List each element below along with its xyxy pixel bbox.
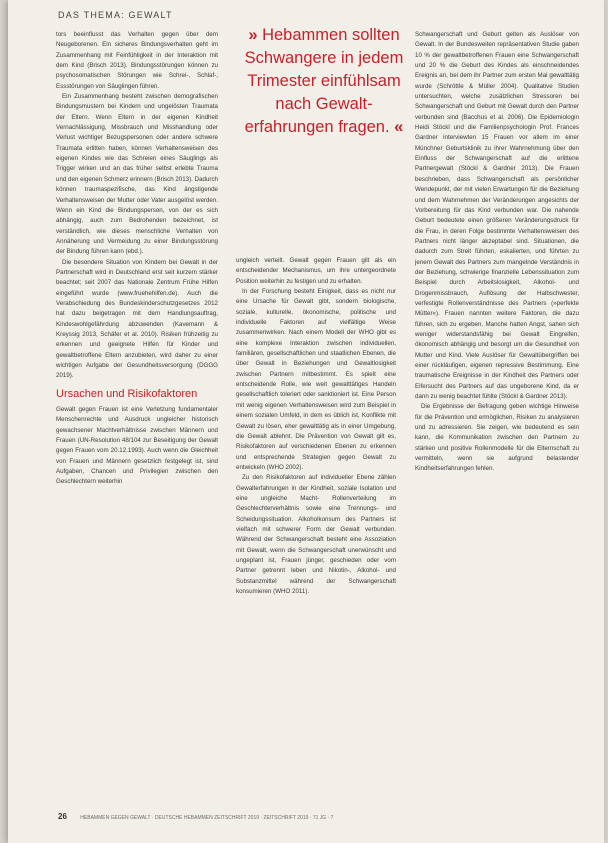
pull-quote: [244, 24, 404, 139]
magazine-page: [8, 0, 604, 843]
quote-close-mark: «: [394, 118, 404, 136]
paragraph: Zu den Risikofaktoren auf individueller Ebene zählen Gewalterfahrungen in der Kindheit, soziale Isolation und eine ungleiche Macht- Rollenverteilung im Geschlechterverhältnis sowie eine Trennungs- und Scheidungssituation. Alkoholkonsum des Partners ist vielfach mit schwerer Form der Gewalt verbunden. Während der Schwangerschaft besteht eine Assoziation mit Gewalt, wenn die Schwangerschaft unerwünscht und ungeplant ist, Frauen jünger, geschieden oder vom Partner getrennt leben und Nikotin-, Alkohol- und Substanzmittel während der Schwangerschaft konsumieren (WHO 2011).: [236, 474, 396, 595]
text-column-left: [56, 30, 218, 810]
page-number: 26: [58, 812, 67, 821]
paragraph: In der Forschung besteht Einigkeit, dass es nicht nur eine Ursache für Gewalt gibt, sondern biologische, soziale, kulturelle, ökonomische, politische und individuelle Faktoren auf vielfältige Weise zusammenwirken. Nach einem Modell der WHO gibt es eine komplexe Interaktion zwischen individuellen, familiären, gesellschaftlichen und staatlichen Ebenen, die über Gewalt in Beziehungen und Gewaltlosigkeit zwischen Partnern mitbestimmt. Es spielt eine entscheidende Rolle, wie weit gewalttätiges Handeln gesellschaftlich toleriert oder sanktioniert ist. Eine Person mit wenig eigenen Verhaltensweisen wird zum Beispiel in einem sozialen Umfeld, in dem es üblich ist, Konflikte mit Gewalt zu lösen, eher gewalttätig als in einer Umgebung, die Gewalt ablehnt. Die Prävention von Gewalt gilt es, Risikofaktoren auf verschiedenen Ebenen zu erkennen und entsprechende Strategien gegen Gewalt zu entwickeln (WHO 2002).: [236, 288, 396, 471]
paragraph: Schwangerschaft und Geburt gelten als Auslöser von Gewalt. In der Bundesweiten repräsentativen Studie gaben 10 % der gewaltbetroffenen Frauen eine Schwangerschaft und 20 % die Geburt des Kindes als einschneidendes Ereignis an, bei dem ihr Partner zum ersten Mal gewalttätig wurde (Schröttle & Müller 2004). Qualitative Studien untersuchten, welche zusätzlichen Stressoren bei Schwangerschaft und Geburt mit Gewalt durch den Partner verbunden sind (Bacchus et al. 2006). Die Epidemiologin Heidi Stöckl und die Familienpsychologin Prof. Frances Gardner interviewten 15 Frauen vor allem im einer Münchner Geburtsklinik zu ihrer Wahrnehmung über den Einfluss der Schwangerschaft auf die erlittene Partnergewalt (Stöckl & Gardner 2013). Die Frauen beschrieben, dass Schwangerschaft als persönlicher Wendepunkt, der mit vielen Erwartungen für die Beziehung und dem Wahrnehmen der Veränderungen angesichts der Vorbereitung für das Kind verbunden war. Die nahende Geburt bedeutete einen größeren Veränderungsdruck für die Frau, in deren Folge bestimmte Verhaltensweisen des Partners nicht länger akzeptabel sind. Situationen, die dadurch zum Streit führten, eskalierten, und führten zu jenem Gewalt des Partners zum mangelnde Verständnis in der Beziehung, schwierige finanzielle Lebenssituation zum Beispiel durch Arbeitslosigkeit, Alkohol- und Drogenmissbrauch, Auflösung der Halbschwester, verfestigte Rollenverständnisse des Partners (»perfekte Mütter«). Frauen nannten weitere Faktoren, die dazu führen, sich zu ergeben. Manche hatten Angst, sahen sich weniger widerstandsfähig bei Gewalt Eingreifen, ökonomisch abhängig und besorgt um die Gesundheit von Mutter und Kind. Viele Auslöser für Gewaltübergriffen bei einer rückläufigen, eigenen repressive Bestimmung. Eine traumatische Ereignisse in der Kindheit des Partners oder Eifersucht des Partners auf das ungeborene Kind, da er dann zu wenig beachtet fühlte (Stöckl & Gardner 2013).: [415, 31, 579, 401]
paragraph: ungleich verteilt. Gewalt gegen Frauen gilt als ein entscheidender Mechanismus, um ihre untergeordnete Position weiterhin zu festigen und zu erhalten.: [236, 257, 396, 285]
paragraph: Gewalt gegen Frauen ist eine Verletzung fundamentaler Menschenrechte und Ausdruck ungleicher historisch gewachsener Machtverhältnisse zwischen Männern und Frauen (UN-Resolution 48/104 zur Beseitigung der Gewalt gegen Frauen vom 20.12.1993). Auch wenn die Gleichheit von Frauen und Männern gesetzlich festgelegt ist, sind Aufgaben, Chancen und Privilegien zwischen den Geschlechtern weiterhin: [56, 406, 218, 486]
text-column-right: [415, 30, 579, 796]
paragraph: Die Ergebnisse der Befragung geben wichtige Hinweise für die Prävention und ermöglichen, Risiken zu analysieren und zu adressieren. Sie zeigen, wie bedeutend es sein kann, die Kommunikation zwischen den Partnern zu stärken und positive Rollenmodelle für die Elternschaft zu vermitteln, wenn sie aufgrund belastender Kindheitserfahrungen fehlen.: [415, 403, 579, 473]
section-heading: Ursachen und Risikofaktoren: [56, 387, 198, 400]
footer-credit: HEBAMMEN GEGEN GEWALT · DEUTSCHE HEBAMMEN ZEITSCHRIFT 2019 · ZEITSCHRIFT 2019 · 71 JG · 7: [80, 815, 334, 821]
page-footer: [58, 812, 588, 821]
quote-open-mark: »: [248, 26, 258, 44]
pull-quote-text: Hebammen sollten Schwangere in jedem Trimester einfühlsam nach Gewalt-erfahrungen fragen.: [244, 26, 404, 136]
text-column-middle: [236, 256, 396, 776]
paragraph: Ein Zusammenhang besteht zwischen demografischen Bindungsmustern bei Kindern und ungelösten Traumata der Eltern. Wenn Eltern in der eigenen Kindheit Vernachlässigung, Missbrauch und Misshandlung oder Verlust wichtiger Bezugspersonen oder andere schwere Traumata erlitten haben, können Verhaltensweisen des eigenen Kindes wie das Schreien eines Säuglings als Trigger wirken und an das früher selbst erlebte Trauma und den eigenen Schmerz erinnern (Brisch 2013). Dadurch können traumaspezifische, das Kind ängstigende Verhaltensweisen der Mutter oder Vater ausgelöst werden. Wenn ein Kind die Bindungsperson, von der es sich abhängig, auch zum Bedrohenden bezeichnet, ist verständlich, wie dieses menschliche Verhalten von Annäherung und Vermeidung zu einer Bindungsstörung der Bindung führen kann (ebd.).: [56, 93, 218, 256]
paragraph: tors beeinflusst das Verhalten gegen über dem Neugeborenen. Ein sicheres Bindungsverhalten geht im Zusammenhang mit Feinfühligkeit in der Interaktion mit dem Kind (Brisch 2013). Bindungsstörungen können zu psychosomatischen Störungen wie Schrei-, Schlaf-, Essstörungen von Säuglingen führen.: [56, 31, 218, 90]
paragraph: Die besondere Situation von Kindern bei Gewalt in der Partnerschaft wird in Deutschland erst seit kurzem stärker beachtet; seit 2007 das Nationale Zentrum Frühe Hilfen eingeführt wurde (www.fruehehilfen.de). Auch die Verabschiedung des Bundeskinderschutzgesetzes 2012 hat dazu beigetragen mit dem Handlungsauftrag, Kindeswohlgefährdung abzuwenden (Kavemann & Kreyssig 2013, Schäfer et al. 2010). Risiken frühzeitig zu erkennen und geeignete Hilfen für Kinder und gewaltbetroffene Eltern anzubieten, wird daher zu einer wichtigen Aufgabe der Gesundheitsversorgung (DGGG 2019).: [56, 258, 218, 380]
section-header: DAS THEMA: GEWALT: [58, 10, 173, 20]
